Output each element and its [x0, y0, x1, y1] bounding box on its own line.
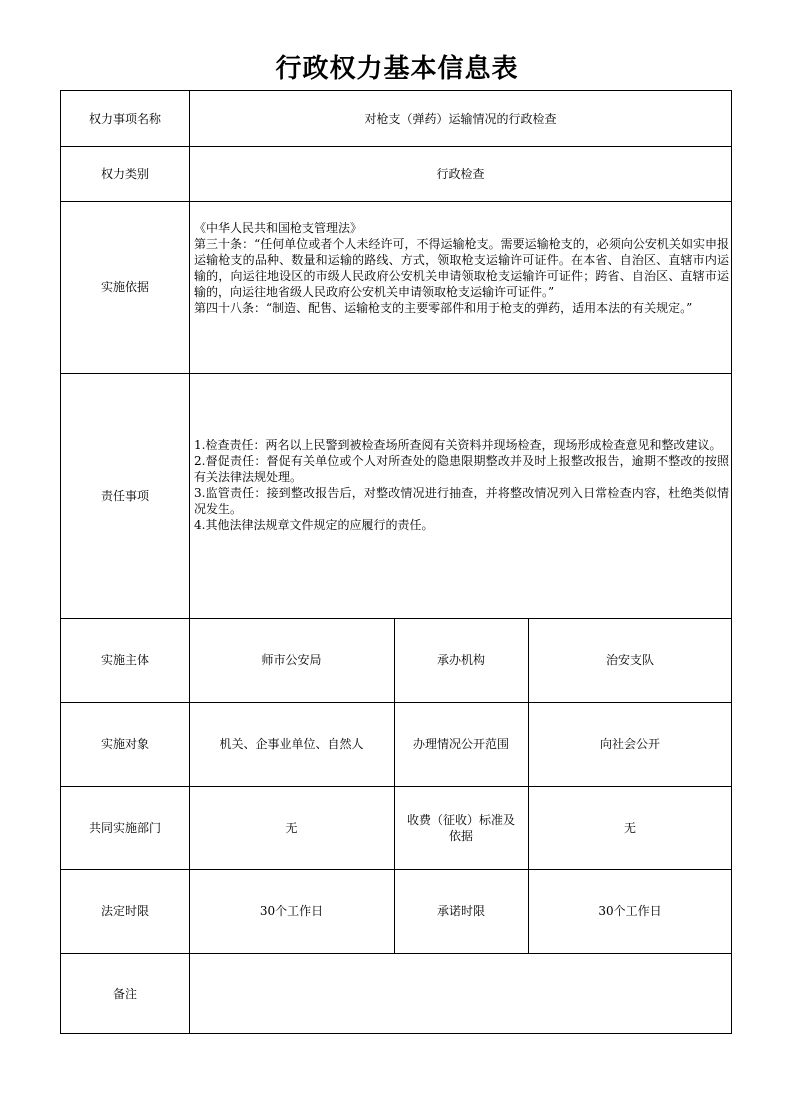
value-category: 行政检查 — [436, 166, 485, 181]
value-handler: 治安支队 — [605, 653, 654, 667]
value-joint: 无 — [285, 820, 298, 835]
value-disclosure: 向社会公开 — [599, 737, 660, 751]
label-disclosure: 办理情况公开范围 — [412, 737, 509, 751]
label-subject: 实施主体 — [100, 653, 149, 667]
label-responsibility: 责任事项 — [100, 488, 149, 503]
value-name: 对枪支（弹药）运输情况的行政检查 — [364, 111, 557, 126]
responsibility-line: 2.督促责任：督促有关单位或个人对所查处的隐患限期整改并及时上报整改报告，逾期不整改的按照有关法律法规处理。 — [194, 454, 729, 484]
label-name: 权力事项名称 — [88, 111, 161, 126]
basis-line: 第四十八条：“制造、配售、运输枪支的主要零部件和用于枪支的弹药，适用本法的有关规定。” — [194, 301, 693, 315]
value-remark — [189, 953, 732, 1034]
basis-line: 第三十条：“任何单位或者个人未经许可，不得运输枪支。需要运输枪支的，必须向公安机关如实申报运输枪支的品种、数量和运输的路线、方式，领取枪支运输许可证件。在本省、自治区、直辖市内运输的，向运往地设区的市级人民政府公安机关申请领取枪支运输许可证件；跨省、自治区、直辖市运输的，向运往地省级人民政府公安机关申请领取枪支运输许可证件。” — [194, 237, 729, 299]
value-fee: 无 — [623, 820, 636, 835]
basis-line: 《中华人民共和国枪支管理法》 — [194, 221, 363, 235]
label-joint: 共同实施部门 — [88, 820, 161, 835]
value-target: 机关、企事业单位、自然人 — [219, 737, 364, 751]
value-subject: 师市公安局 — [261, 653, 322, 667]
value-legal-limit: 30个工作日 — [259, 904, 324, 918]
page-title: 行政权力基本信息表 — [275, 54, 519, 84]
label-legal-limit: 法定时限 — [100, 904, 149, 918]
responsibility-text — [190, 437, 732, 533]
basis-text — [190, 220, 732, 316]
label-remark: 备注 — [112, 986, 137, 1001]
label-basis: 实施依据 — [100, 280, 149, 294]
responsibility-line: 3.监管责任：接到整改报告后，对整改情况进行抽查，并将整改情况列入日常检查内容，杜绝类似情况发生。 — [194, 486, 729, 516]
responsibility-line: 1.检查责任：两名以上民警到被检查场所查阅有关资料并现场检查，现场形成检查意见和整改建议。 — [194, 438, 722, 452]
label-handler: 承办机构 — [436, 653, 485, 667]
label-category: 权力类别 — [100, 166, 149, 181]
info-table — [60, 90, 732, 1034]
label-fee: 收费（征收）标准及依据 — [406, 812, 515, 843]
responsibility-line: 4.其他法律法规章文件规定的应履行的责任。 — [194, 518, 434, 532]
label-target: 实施对象 — [100, 737, 149, 751]
label-promise-limit: 承诺时限 — [436, 904, 485, 918]
value-promise-limit: 30个工作日 — [598, 904, 662, 918]
